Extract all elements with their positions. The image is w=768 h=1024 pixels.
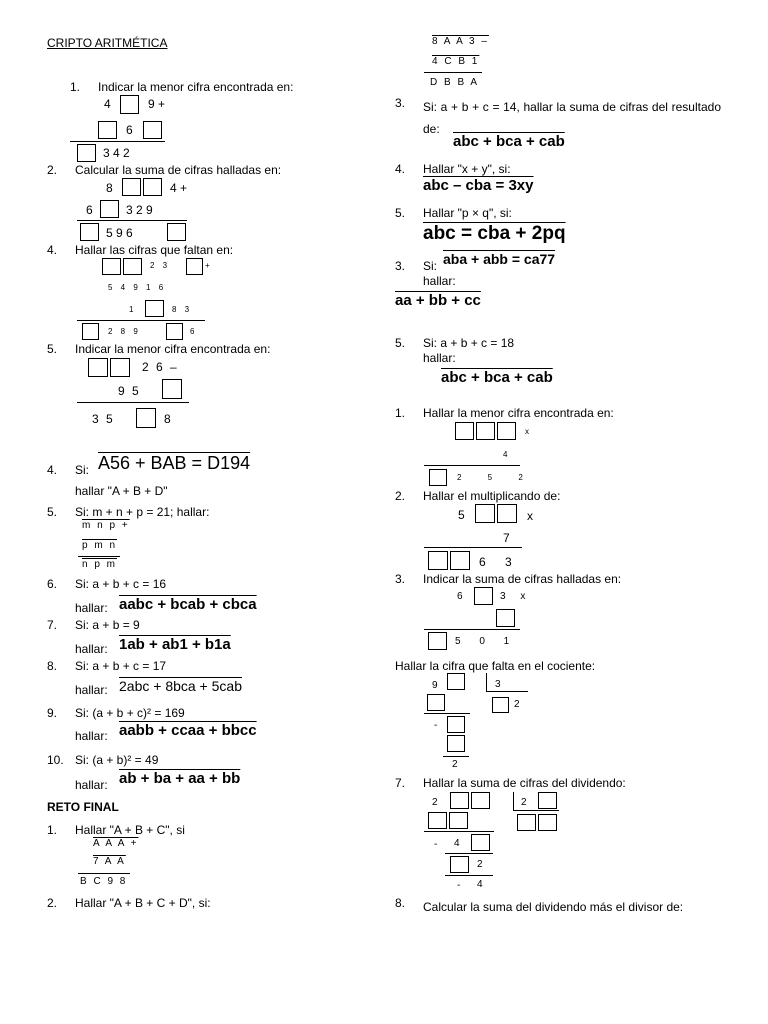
divisor-bracket bbox=[486, 673, 487, 691]
expression: aabb + ccaa + bbcc bbox=[119, 722, 257, 739]
divisor-bracket bbox=[513, 810, 559, 811]
blank-box bbox=[497, 422, 516, 440]
problem-number: 1. bbox=[47, 823, 58, 837]
problem-text: Si: a + b + c = 18 bbox=[423, 336, 515, 350]
blank-box bbox=[167, 223, 186, 241]
problem-text: Si: (a + b)² = 49 bbox=[75, 753, 159, 767]
problem-number: 7. bbox=[47, 618, 58, 632]
digits: D B B A bbox=[430, 77, 480, 88]
problem-number: 2. bbox=[47, 163, 58, 177]
problem-number: 4. bbox=[47, 463, 58, 477]
problem-number: 8. bbox=[47, 659, 58, 673]
digits: 6 3 bbox=[479, 555, 520, 569]
blank-box bbox=[120, 95, 139, 114]
equation: aba + abb = ca77 bbox=[443, 251, 556, 267]
sum-line bbox=[77, 320, 205, 321]
blank-box bbox=[450, 792, 469, 809]
digit: 6 bbox=[457, 591, 463, 602]
blank-box bbox=[145, 300, 164, 317]
problem-number: 1. bbox=[395, 406, 406, 420]
minus-sign: - bbox=[457, 880, 461, 891]
expression: 1ab + ab1 + b1a bbox=[119, 636, 231, 653]
expression: abc = cba + 2pq bbox=[423, 223, 566, 244]
problem-text: Si: bbox=[423, 259, 438, 273]
sub-line bbox=[445, 853, 493, 854]
problem-number: 5. bbox=[47, 342, 58, 356]
digit: 5 bbox=[458, 508, 465, 522]
blank-box bbox=[474, 587, 493, 605]
digit: 6 bbox=[190, 327, 195, 336]
problem-number: 9. bbox=[47, 706, 58, 720]
problem-number: 3. bbox=[395, 96, 406, 110]
minus-sign: - bbox=[434, 839, 438, 850]
problem-text: Si: a + b + c = 16 bbox=[75, 577, 167, 591]
blank-box bbox=[428, 551, 448, 570]
blank-box bbox=[475, 504, 495, 523]
digits: n p m bbox=[82, 559, 118, 570]
problem-text: Si: bbox=[75, 463, 90, 477]
blank-box bbox=[88, 358, 108, 377]
sub-line bbox=[424, 831, 494, 832]
digits: 3 5 bbox=[92, 412, 115, 426]
expression: aabc + bcab + cbca bbox=[119, 596, 257, 613]
blank-box bbox=[538, 814, 557, 831]
problem-text: Hallar "A + B + C", si bbox=[75, 823, 185, 837]
problem-text: Hallar el multiplicando de: bbox=[423, 489, 561, 503]
digit: 8 bbox=[164, 412, 171, 426]
digits: 2 3 bbox=[150, 261, 171, 270]
digits: 9 5 bbox=[118, 384, 141, 398]
sub-line bbox=[424, 72, 482, 73]
problem-number: 5. bbox=[47, 505, 58, 519]
product-line bbox=[424, 547, 522, 548]
blank-box bbox=[110, 358, 130, 377]
digit: 7 bbox=[503, 531, 510, 545]
problem-text: Si: a + b + c = 14, hallar la suma de cifras del resultado de: bbox=[423, 100, 721, 136]
blank-box bbox=[123, 258, 142, 275]
digits: 4 C B 1 bbox=[432, 56, 480, 67]
section-heading: RETO FINAL bbox=[47, 800, 119, 814]
sub-line bbox=[77, 402, 189, 403]
problem-number: 1. bbox=[70, 80, 81, 94]
digits: 7 A A bbox=[93, 856, 126, 867]
expression: abc + bca + cab bbox=[453, 133, 565, 150]
digit: 2 bbox=[432, 797, 438, 808]
digits: 5 4 9 1 6 bbox=[108, 283, 167, 292]
expression: abc – cba = 3xy bbox=[423, 177, 534, 194]
hallar-label: hallar: bbox=[75, 642, 108, 656]
problem-number: 5. bbox=[395, 336, 406, 350]
problem-text: Hallar "A + B + C + D", si: bbox=[75, 896, 211, 910]
blank-box bbox=[450, 856, 469, 873]
expression: ab + ba + aa + bb bbox=[119, 770, 241, 787]
digits: 5 0 1 bbox=[455, 636, 518, 647]
problem-text: Calcular la suma del dividendo más el divisor de: bbox=[423, 900, 684, 914]
problem-text: Si: a + b = 9 bbox=[75, 618, 140, 632]
blank-box bbox=[471, 792, 490, 809]
sub-line bbox=[424, 713, 470, 714]
problem-number: 3. bbox=[395, 572, 406, 586]
digit: 8 bbox=[106, 181, 113, 195]
problem-number: 8. bbox=[395, 896, 406, 910]
problem-text: Hallar la suma de cifras del dividendo: bbox=[423, 776, 626, 790]
sum-line bbox=[78, 873, 130, 874]
blank-box bbox=[517, 814, 536, 831]
digit: 4 bbox=[477, 879, 483, 890]
divisor-bracket bbox=[486, 691, 528, 692]
digit: 6 bbox=[86, 203, 93, 217]
sub-line bbox=[443, 756, 469, 757]
page-title: CRIPTO ARITMÉTICA bbox=[47, 36, 168, 50]
blank-box bbox=[166, 323, 183, 340]
blank-box bbox=[447, 673, 465, 690]
problem-text: Indicar la menor cifra encontrada en: bbox=[98, 80, 294, 94]
blank-box bbox=[476, 422, 495, 440]
times-sign: x bbox=[525, 427, 529, 436]
hallar-label: hallar: bbox=[75, 729, 108, 743]
problem-number: 10. bbox=[47, 753, 64, 767]
digit: 2 bbox=[477, 859, 483, 870]
blank-box bbox=[143, 178, 162, 196]
sum-line bbox=[78, 556, 120, 557]
sub-line bbox=[445, 875, 493, 876]
digit: 4 + bbox=[170, 181, 188, 195]
blank-box bbox=[447, 716, 465, 733]
blank-box bbox=[450, 551, 470, 570]
equation: A56 + BAB = D194 bbox=[98, 453, 251, 473]
blank-box bbox=[496, 609, 515, 627]
minus-sign: - bbox=[434, 720, 438, 731]
hallar-label: hallar: bbox=[75, 601, 108, 615]
blank-box bbox=[82, 323, 99, 340]
digits: 3 x bbox=[500, 591, 532, 602]
sum-line bbox=[77, 220, 187, 221]
blank-box bbox=[428, 632, 447, 650]
digit: 3 bbox=[495, 679, 501, 690]
hallar-label: hallar: bbox=[75, 778, 108, 792]
divisor-bracket bbox=[513, 792, 514, 810]
blank-box bbox=[80, 223, 99, 241]
problem-number: 2. bbox=[47, 896, 58, 910]
blank-box bbox=[429, 469, 447, 486]
problem-text: Hallar la cifra que falta en el cociente: bbox=[395, 659, 596, 673]
problem-number: 4. bbox=[395, 162, 406, 176]
blank-box bbox=[428, 812, 447, 829]
problem-text: Hallar las cifras que faltan en: bbox=[75, 243, 234, 257]
blank-box bbox=[471, 834, 490, 851]
digit: 4 bbox=[503, 450, 508, 459]
blank-box bbox=[538, 792, 557, 809]
blank-box bbox=[122, 178, 141, 196]
problem-text: Calcular la suma de cifras halladas en: bbox=[75, 163, 282, 177]
blank-box bbox=[143, 121, 162, 139]
problem-text: hallar "A + B + D" bbox=[75, 484, 168, 498]
digits: 8 A A 3 – bbox=[432, 36, 489, 47]
digits: B C 9 8 bbox=[80, 876, 128, 887]
problem-number: 4. bbox=[47, 243, 58, 257]
blank-box bbox=[492, 697, 509, 713]
problem-text: Indicar la menor cifra encontrada en: bbox=[75, 342, 271, 356]
product-line bbox=[424, 629, 520, 630]
digit: 2 bbox=[521, 797, 527, 808]
digits: 8 3 bbox=[172, 305, 193, 314]
digit: 1 bbox=[129, 305, 134, 314]
blank-box bbox=[77, 144, 96, 162]
problem-text: Si: a + b + c = 17 bbox=[75, 659, 167, 673]
digits: 2 6 – bbox=[142, 360, 179, 374]
blank-box bbox=[455, 422, 474, 440]
blank-box bbox=[186, 258, 203, 275]
hallar-label: hallar: bbox=[75, 683, 108, 697]
problem-number: 7. bbox=[395, 776, 406, 790]
digits: 3 4 2 bbox=[103, 146, 130, 160]
times-sign: x bbox=[527, 509, 533, 523]
product-line bbox=[424, 465, 520, 466]
digits: 2 8 9 bbox=[108, 327, 141, 336]
blank-box bbox=[162, 379, 182, 399]
problem-text: Hallar "p × q", si: bbox=[423, 206, 512, 220]
digits: 2 5 2 bbox=[457, 473, 535, 482]
blank-box bbox=[427, 694, 445, 711]
blank-box bbox=[102, 258, 121, 275]
plus-sign: + bbox=[205, 261, 210, 270]
digit: 4 bbox=[454, 838, 460, 849]
problem-number: 2. bbox=[395, 489, 406, 503]
problem-text: Hallar "x + y", si: bbox=[423, 162, 511, 176]
blank-box bbox=[98, 121, 117, 139]
blank-box bbox=[136, 408, 156, 428]
problem-text: Si: m + n + p = 21; hallar: bbox=[75, 505, 210, 519]
digits: m n p + bbox=[82, 520, 130, 531]
digits: 5 9 6 bbox=[106, 226, 133, 240]
problem-text: Hallar la menor cifra encontrada en: bbox=[423, 406, 614, 420]
digits: A A A + bbox=[93, 838, 139, 849]
hallar-label: hallar: bbox=[423, 274, 456, 288]
digit: 9 bbox=[432, 680, 438, 691]
digit: 2 bbox=[514, 699, 520, 710]
blank-box bbox=[497, 504, 517, 523]
digit: 6 bbox=[126, 123, 133, 137]
problem-number: 6. bbox=[47, 577, 58, 591]
problem-number: 3. bbox=[395, 259, 406, 273]
blank-box bbox=[100, 200, 119, 218]
problem-text: Si: (a + b + c)² = 169 bbox=[75, 706, 185, 720]
digits: p m n bbox=[82, 540, 118, 551]
hallar-label: hallar: bbox=[423, 351, 456, 365]
blank-box bbox=[447, 735, 465, 752]
sum-line bbox=[70, 141, 165, 142]
problem-text: Indicar la suma de cifras halladas en: bbox=[423, 572, 622, 586]
problem-number: 5. bbox=[395, 206, 406, 220]
expression: 2abc + 8bca + 5cab bbox=[119, 678, 242, 694]
digits: 3 2 9 bbox=[126, 203, 153, 217]
blank-box bbox=[449, 812, 468, 829]
expression: abc + bca + cab bbox=[441, 369, 553, 386]
digit: 2 bbox=[452, 759, 458, 770]
digit: 4 bbox=[104, 97, 111, 111]
expression: aa + bb + cc bbox=[395, 292, 481, 309]
digit: 9 + bbox=[148, 97, 166, 111]
